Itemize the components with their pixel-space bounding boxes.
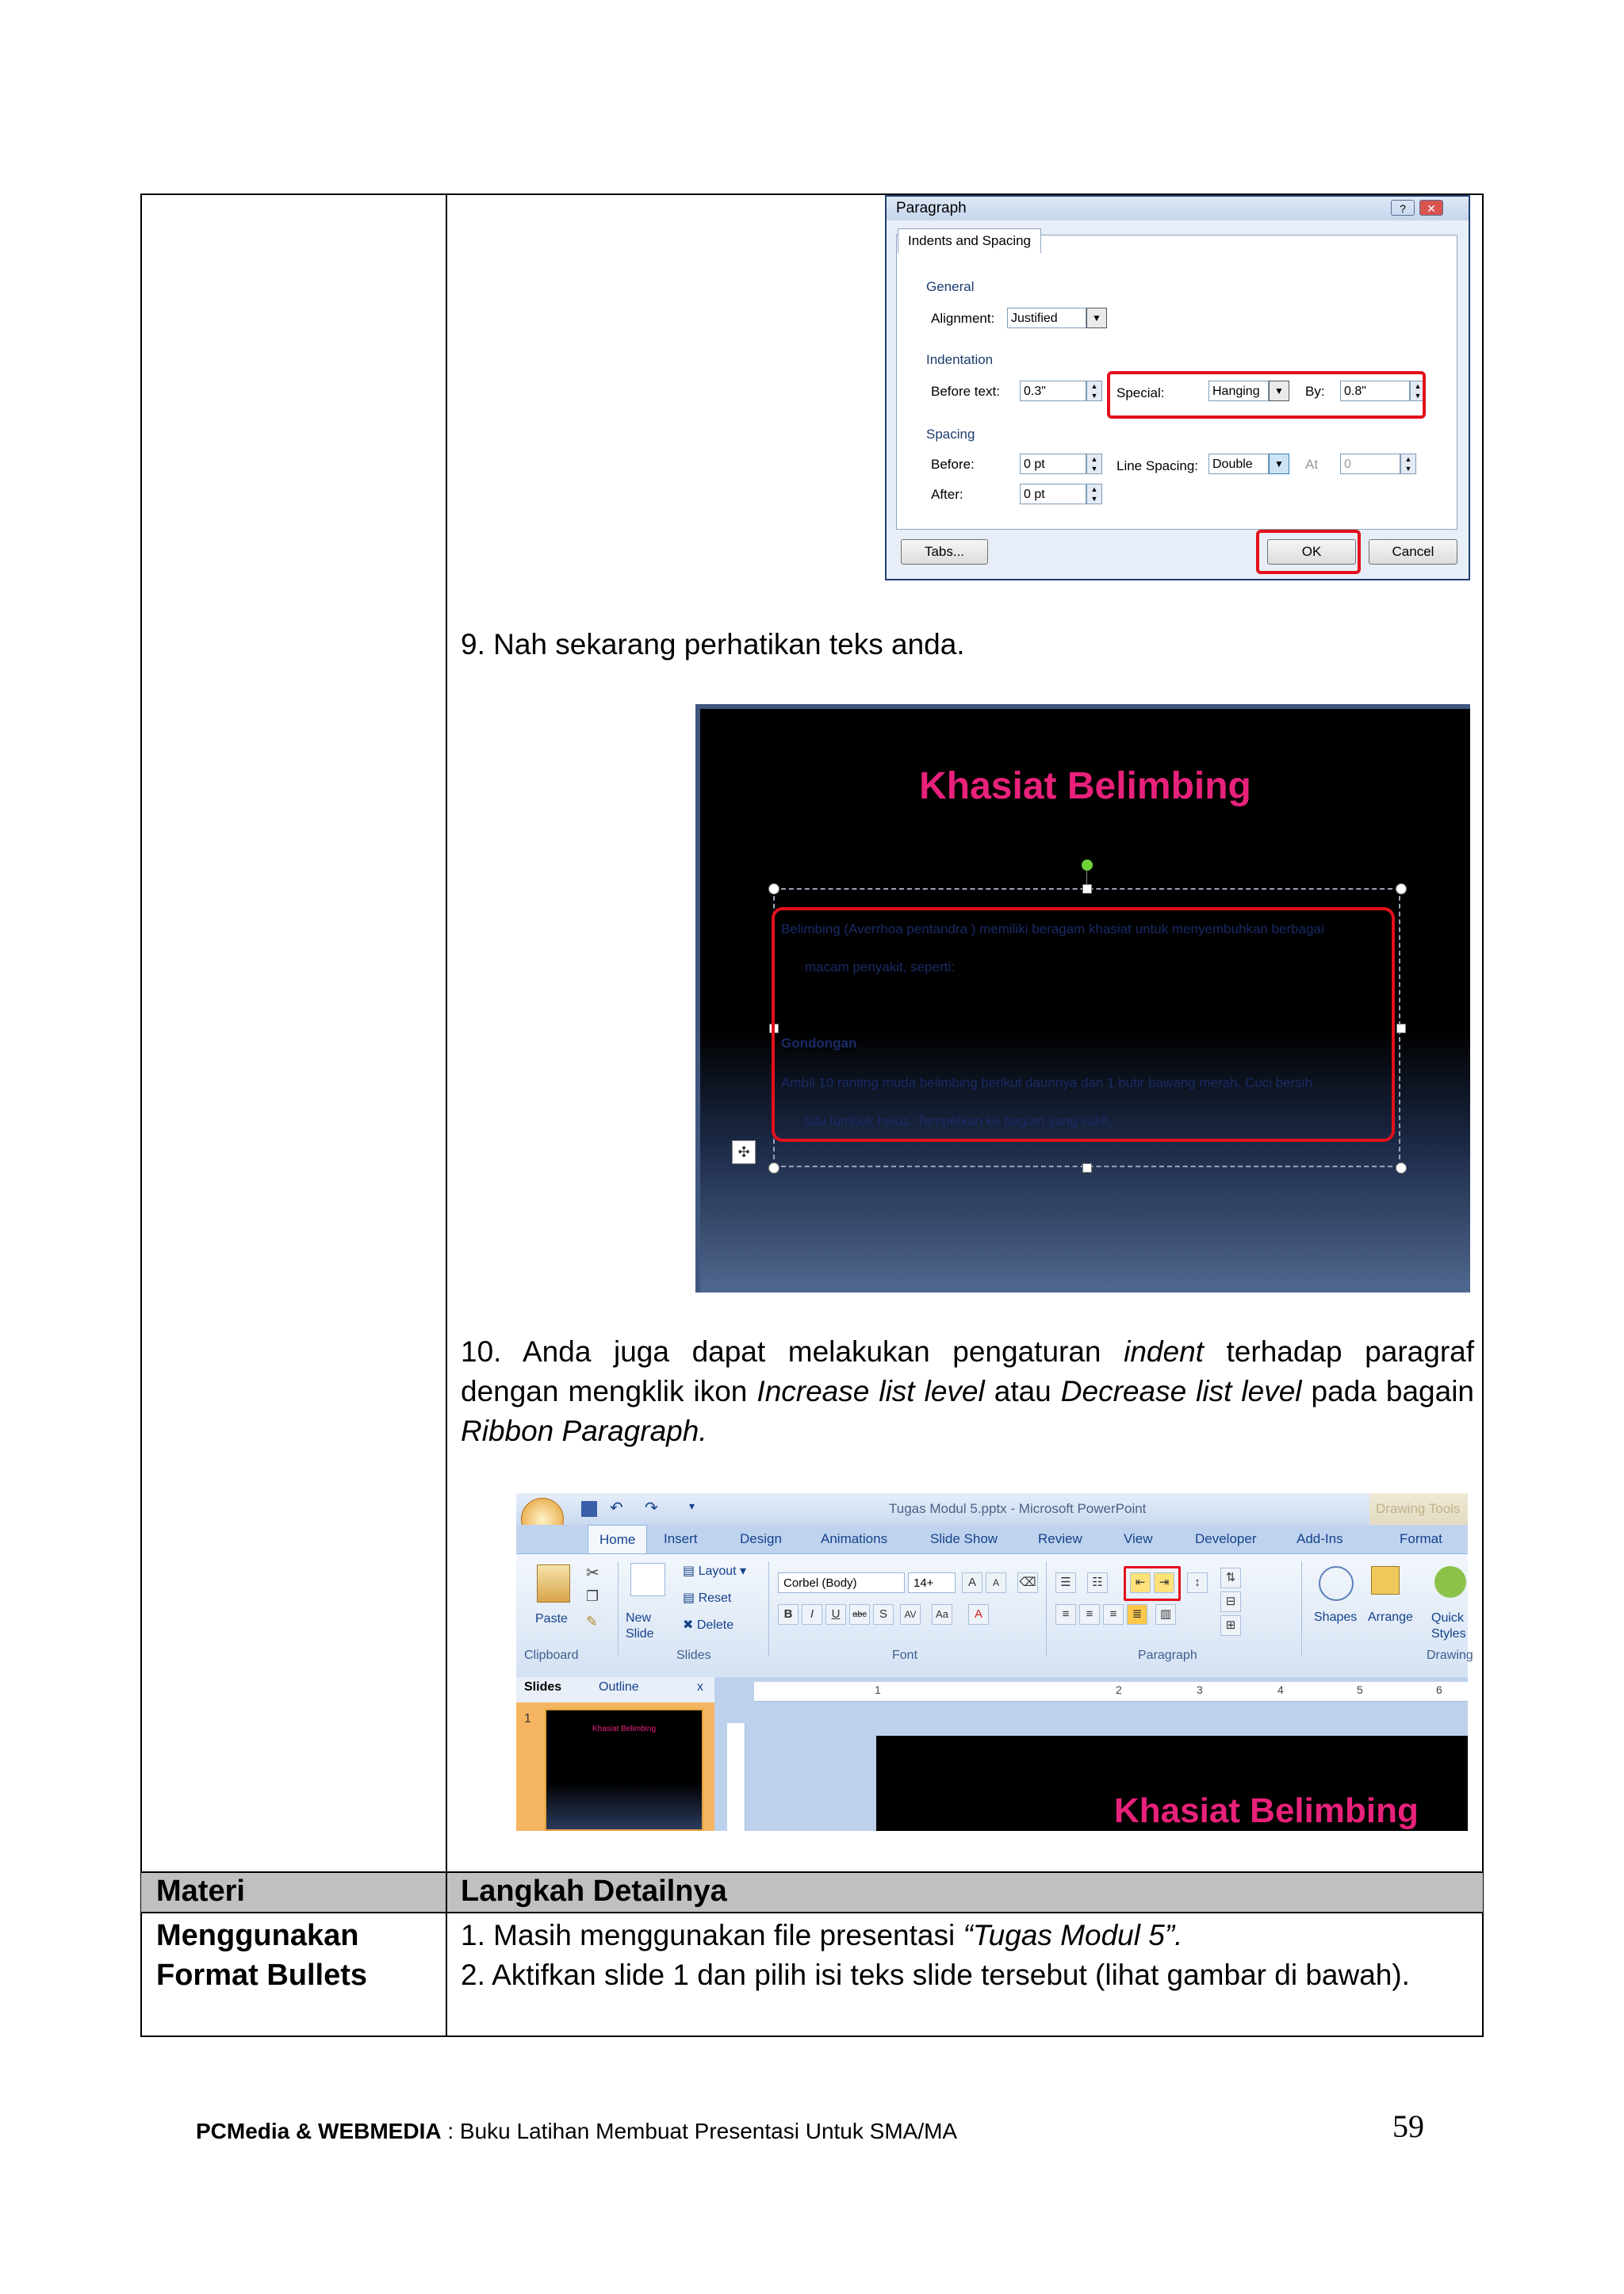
resize-handle-bm[interactable] <box>1082 1163 1092 1173</box>
table-left-border <box>140 193 142 2037</box>
table-bottom-border <box>140 2035 1484 2037</box>
header-materi: Materi <box>156 1875 245 1908</box>
change-case-icon[interactable]: Aa <box>932 1604 952 1625</box>
resize-handle-tm[interactable] <box>1082 884 1092 894</box>
ruler-mark-3: 3 <box>1197 1683 1203 1696</box>
tab-home[interactable]: Home <box>588 1525 647 1554</box>
save-icon[interactable] <box>581 1501 597 1517</box>
align-text-icon[interactable]: ⊟ <box>1220 1591 1241 1612</box>
arrange-icon[interactable] <box>1371 1566 1400 1595</box>
line-spacing-icon[interactable]: ↕ <box>1187 1572 1208 1593</box>
reset-label: Reset <box>698 1591 732 1605</box>
group-label-drawing: Drawing <box>1427 1649 1473 1662</box>
shrink-font-icon[interactable]: A <box>986 1572 1006 1593</box>
ppt-tab-bar <box>516 1525 1468 1553</box>
ruler-mark-2: 2 <box>1116 1683 1122 1696</box>
separator-4 <box>1301 1561 1302 1656</box>
qat-customize-icon[interactable]: ▾ <box>689 1499 695 1512</box>
step-9-text: 9. Nah sekarang perhatikan teks anda. <box>461 628 965 661</box>
font-color-icon[interactable]: A <box>968 1604 989 1625</box>
delete-label: Delete <box>696 1618 734 1632</box>
by-spinner[interactable]: ▲ ▼ <box>1410 381 1426 401</box>
underline-icon[interactable]: U <box>825 1604 846 1625</box>
tab-add-ins[interactable]: Add-Ins <box>1297 1531 1343 1546</box>
justify-icon[interactable]: ≣ <box>1127 1604 1147 1625</box>
group-general: General <box>926 279 975 294</box>
special-label: Special: <box>1116 385 1165 400</box>
clear-format-icon[interactable]: ⌫ <box>1017 1572 1038 1593</box>
group-label-font: Font <box>892 1649 918 1662</box>
line-spacing-select[interactable]: Double <box>1208 454 1269 474</box>
layout-label: Layout <box>698 1564 737 1578</box>
materi-line-2: Format Bullets <box>156 1959 368 1992</box>
paste-icon[interactable] <box>537 1564 570 1603</box>
layout-button[interactable]: ▤ Layout ▾ <box>683 1564 747 1578</box>
alignment-select[interactable]: Justified <box>1007 308 1086 328</box>
step-10-increase: Increase list level <box>756 1375 985 1407</box>
resize-handle-tr[interactable] <box>1396 883 1407 894</box>
alignment-label: Alignment: <box>931 311 995 326</box>
step-10-part-g: pada bagain <box>1301 1375 1475 1407</box>
ok-button[interactable]: OK <box>1267 539 1356 565</box>
quick-styles-label[interactable]: Quick Styles <box>1431 1611 1466 1641</box>
tab-developer[interactable]: Developer <box>1195 1531 1257 1546</box>
ruler-mark-5: 5 <box>1357 1683 1363 1696</box>
line-spacing-label: Line Spacing: <box>1116 458 1199 473</box>
tab-animations[interactable]: Animations <box>821 1531 888 1546</box>
strikethrough-icon[interactable]: abc <box>849 1604 870 1625</box>
step-10-part-a: Anda juga dapat melakukan pengaturan <box>523 1335 1124 1368</box>
window-title: Tugas Modul 5.pptx - Microsoft PowerPoint <box>889 1501 1147 1516</box>
slide-body-line-1: Belimbing (Averrhoa pentandra ) memiliki beragam khasiat untuk menyembuhkan berbagai <box>781 921 1324 936</box>
ruler-mark-6: 6 <box>1436 1683 1442 1696</box>
char-spacing-icon[interactable]: AV <box>900 1604 921 1625</box>
step-10-text <box>461 1332 1474 1451</box>
after-spinner[interactable]: ▲ ▼ <box>1086 484 1102 504</box>
shapes-label[interactable]: Shapes <box>1314 1610 1358 1624</box>
slide-body-line-2: macam penyakit, seperti: <box>805 959 955 975</box>
slide-title: Khasiat Belimbing <box>919 765 1251 807</box>
after-input[interactable]: 0 pt <box>1020 484 1086 504</box>
separator-1 <box>618 1561 619 1656</box>
footer-title: : Buku Latihan Membuat Presentasi Untuk SMA/MA <box>441 2119 958 2143</box>
line-spacing-dropdown-icon[interactable]: ▼ <box>1269 454 1289 474</box>
ppt-titlebar <box>516 1493 1468 1525</box>
pane-close-icon[interactable]: x <box>697 1680 703 1694</box>
group-label-slides: Slides <box>676 1649 711 1662</box>
shapes-icon[interactable] <box>1319 1566 1354 1601</box>
align-left-icon[interactable]: ≡ <box>1055 1604 1076 1625</box>
new-slide-icon[interactable] <box>630 1563 665 1596</box>
ruler-mark-4: 4 <box>1277 1683 1284 1696</box>
shadow-icon[interactable]: S <box>873 1604 894 1625</box>
slide-thumbnail[interactable] <box>545 1709 703 1831</box>
group-spacing: Spacing <box>926 427 975 442</box>
bullets-step-1 <box>461 1916 1182 1955</box>
at-label: At <box>1305 457 1319 472</box>
align-right-icon[interactable]: ≡ <box>1103 1604 1124 1625</box>
group-indentation: Indentation <box>926 352 994 367</box>
rotation-handle[interactable] <box>1082 860 1093 871</box>
ruler-mark-1: 1 <box>875 1683 881 1696</box>
table-right-border <box>1482 193 1484 2037</box>
smartart-icon[interactable]: ⊞ <box>1220 1615 1241 1636</box>
delete-button[interactable]: ✖ Delete <box>683 1618 734 1632</box>
cut-icon[interactable]: ✂ <box>586 1564 599 1582</box>
slide-body-line-5: lalu tumbuk halus. Tempelkan ke bagian yang sakit. <box>805 1113 1113 1128</box>
tab-format[interactable]: Format <box>1400 1531 1442 1546</box>
text-highlight-box <box>772 907 1395 1142</box>
before-label: Before: <box>931 457 975 472</box>
move-icon[interactable]: ✣ <box>732 1140 756 1164</box>
cancel-button[interactable]: Cancel <box>1369 539 1457 565</box>
slide-thumbnail-number: 1 <box>524 1712 531 1725</box>
ruler-vertical <box>727 1723 745 1831</box>
slide-screenshot <box>695 704 1470 1293</box>
special-dropdown-icon[interactable]: ▼ <box>1269 381 1289 401</box>
group-label-paragraph: Paragraph <box>1138 1649 1197 1662</box>
tab-insert[interactable]: Insert <box>664 1531 698 1546</box>
header-langkah: Langkah Detailnya <box>461 1875 727 1908</box>
dialog-titlebar <box>887 197 1469 220</box>
footer-brand: PCMedia & WEBMEDIA <box>196 2119 442 2143</box>
paragraph-dialog <box>885 195 1470 580</box>
decrease-list-level-icon[interactable]: ⇤ <box>1130 1572 1151 1593</box>
dialog-title: Paragraph <box>896 200 967 216</box>
undo-icon[interactable]: ↶ <box>610 1499 623 1517</box>
step-10-part-e: atau <box>984 1375 1061 1407</box>
slide-body-line-4: Ambil 10 ranting muda belimbing berikut daunnya dan 1 butir bawang merah. Cuci bersih <box>781 1075 1312 1090</box>
tab-view[interactable]: View <box>1124 1531 1153 1546</box>
table-column-divider-lower <box>446 1871 447 2037</box>
tab-slide-show[interactable]: Slide Show <box>930 1531 998 1546</box>
resize-handle-bl[interactable] <box>768 1162 779 1174</box>
table-header-row <box>141 1873 1483 1913</box>
table-column-divider <box>446 193 447 2037</box>
header-bottom-border <box>140 1912 1484 1913</box>
at-input[interactable]: 0 <box>1340 454 1400 474</box>
step-10-indent: indent <box>1124 1335 1204 1368</box>
tabs-button[interactable]: Tabs... <box>901 539 988 565</box>
slide-thumbnail-title: Khasiat Belimbing <box>592 1725 657 1733</box>
step-10-number: 10. <box>461 1335 502 1368</box>
paste-label[interactable]: Paste <box>535 1612 568 1626</box>
after-label: After: <box>931 487 963 502</box>
close-icon[interactable]: ✕ <box>1419 200 1443 216</box>
grow-font-icon[interactable]: A <box>962 1572 982 1593</box>
italic-icon[interactable]: I <box>802 1604 822 1625</box>
copy-icon[interactable]: ❐ <box>586 1588 599 1604</box>
quick-styles-icon[interactable] <box>1434 1566 1466 1598</box>
by-input[interactable]: 0.8" <box>1340 381 1410 401</box>
slide-canvas-title: Khasiat Belimbing <box>1114 1791 1419 1830</box>
footer-text <box>196 2119 957 2144</box>
bullets-step-1-file: “Tugas Modul 5”. <box>963 1919 1183 1951</box>
at-spinner[interactable]: ▲ ▼ <box>1400 454 1416 474</box>
numbering-icon[interactable]: ☷ <box>1087 1572 1108 1593</box>
bold-icon[interactable]: B <box>778 1604 799 1625</box>
step-10-decrease: Decrease list level <box>1060 1375 1302 1407</box>
before-input[interactable]: 0 pt <box>1020 454 1086 474</box>
before-text-label: Before text: <box>931 384 1000 399</box>
step-10-part-c: terhadap paragraf dengan mengklik ikon <box>461 1335 1474 1407</box>
powerpoint-screenshot <box>516 1493 1473 1831</box>
list-level-highlight-box <box>1124 1566 1181 1601</box>
page-number: 59 <box>1392 2108 1424 2144</box>
bullets-icon[interactable]: ☰ <box>1055 1572 1076 1593</box>
resize-handle-br[interactable] <box>1396 1162 1407 1174</box>
increase-list-level-icon[interactable]: ⇥ <box>1154 1572 1174 1593</box>
group-label-clipboard: Clipboard <box>524 1649 579 1662</box>
pane-tab-slides[interactable]: Slides <box>524 1680 562 1694</box>
align-center-icon[interactable]: ≡ <box>1079 1604 1100 1625</box>
format-painter-icon[interactable]: ✎ <box>586 1614 599 1630</box>
before-text-spinner[interactable]: ▲ ▼ <box>1086 381 1102 401</box>
font-name-input[interactable]: Corbel (Body) <box>778 1572 905 1593</box>
tab-indents-and-spacing[interactable]: Indents and Spacing <box>898 228 1041 253</box>
special-select[interactable]: Hanging <box>1208 381 1269 401</box>
columns-icon[interactable]: ▥ <box>1155 1604 1176 1625</box>
separator-3 <box>1046 1561 1047 1656</box>
before-spinner[interactable]: ▲ ▼ <box>1086 454 1102 474</box>
before-text-input[interactable]: 0.3" <box>1020 381 1086 401</box>
step-10-ribbon: Ribbon Paragraph. <box>461 1415 707 1447</box>
tab-review[interactable]: Review <box>1038 1531 1082 1546</box>
resize-handle-tl[interactable] <box>768 883 779 894</box>
ok-highlight-box <box>1256 530 1361 574</box>
materi-line-1: Menggunakan <box>156 1919 359 1952</box>
text-direction-icon[interactable]: ⇅ <box>1220 1568 1241 1588</box>
resize-handle-mr[interactable] <box>1396 1024 1406 1033</box>
pane-tab-outline[interactable]: Outline <box>599 1680 639 1694</box>
special-highlight-box <box>1107 371 1426 419</box>
alignment-dropdown-icon[interactable]: ▼ <box>1086 308 1107 328</box>
separator-2 <box>768 1561 769 1656</box>
redo-icon[interactable]: ↷ <box>645 1499 658 1517</box>
bullets-step-1-text: 1. Masih menggunakan file presentasi <box>461 1919 963 1951</box>
font-size-input[interactable]: 14+ <box>908 1572 956 1593</box>
header-top-border <box>140 1871 1484 1873</box>
bullets-step-2: 2. Aktifkan slide 1 dan pilih isi teks slide tersebut (lihat gambar di bawah). <box>461 1959 1410 1991</box>
new-slide-label[interactable]: New Slide <box>626 1611 654 1641</box>
tab-design[interactable]: Design <box>740 1531 782 1546</box>
reset-button[interactable]: ▤ Reset <box>683 1591 732 1605</box>
arrange-label[interactable]: Arrange <box>1368 1610 1413 1624</box>
slide-body-heading: Gondongan <box>781 1036 857 1051</box>
by-label: By: <box>1305 384 1325 399</box>
help-button[interactable]: ? <box>1391 200 1415 216</box>
slide-canvas[interactable] <box>876 1736 1468 1831</box>
